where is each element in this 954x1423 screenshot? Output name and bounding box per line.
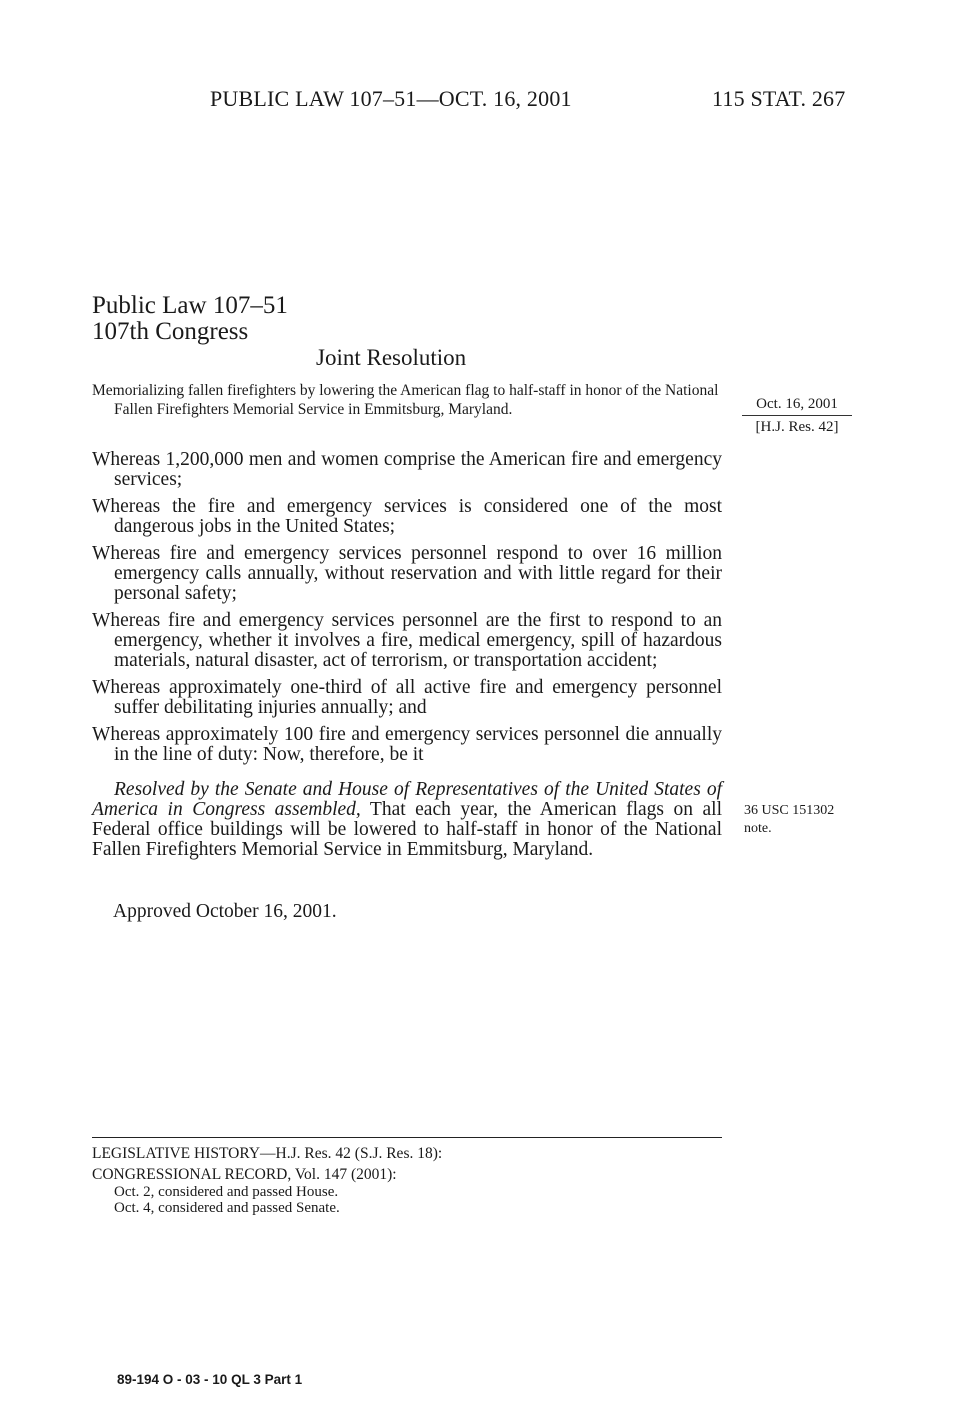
legislative-history — [92, 1145, 442, 1216]
whereas-clause: Whereas fire and emergency services personnel respond to over 16 million emergency calls annually, without reservation and with little regard for their personal safety; — [92, 543, 722, 604]
enacting-formula: Resolved by the Senate and House of Representatives of the United States of America in Congress assembled, — [92, 779, 722, 820]
history-entry: Oct. 4, considered and passed Senate. — [114, 1200, 340, 1216]
law-number: Public Law 107–51 — [92, 292, 288, 319]
margin-date-block — [742, 393, 852, 438]
whereas-clause: Whereas approximately one-third of all active fire and emergency personnel suffer debilitating injuries annually; and — [92, 677, 722, 718]
history-record: CONGRESSIONAL RECORD, Vol. 147 (2001): — [92, 1166, 397, 1183]
print-code: 89-194 O - 03 - 10 QL 3 Part 1 — [117, 1372, 303, 1387]
margin-date: Oct. 16, 2001 — [756, 396, 838, 412]
history-entry: Oct. 2, considered and passed House. — [114, 1184, 339, 1200]
running-head-left: PUBLIC LAW 107–51—OCT. 16, 2001 — [210, 86, 572, 111]
resolution-text: That each year, the American flags on all Federal office buildings will be lowered to half-staff in honor of the National Fallen Firefighters Memorial Service in Emmitsburg, Maryland. — [92, 799, 722, 860]
margin-resolution-ref: [H.J. Res. 42] — [755, 419, 839, 435]
whereas-clause: Whereas the fire and emergency services is considered one of the most dangerous jobs in the United States; — [92, 496, 722, 537]
history-heading: LEGISLATIVE HISTORY—H.J. Res. 42 (S.J. Res. 18): — [92, 1145, 443, 1162]
resolving-clause — [92, 780, 722, 860]
whereas-clause: Whereas 1,200,000 men and women comprise the American fire and emergency services; — [92, 449, 722, 490]
whereas-clauses — [92, 450, 722, 772]
page-stat-number: 115 STAT. 267 — [712, 86, 846, 111]
purpose-statement: Memorializing fallen firefighters by lowering the American flag to half-staff in honor of the National Fallen Firefighters Memorial Service in Emmitsburg, Maryland. — [92, 382, 719, 418]
margin-note — [744, 802, 874, 838]
document-type: Joint Resolution — [316, 345, 467, 370]
history-divider — [92, 1137, 722, 1138]
margin-note-suffix: note. — [744, 821, 772, 836]
margin-note-citation: 36 USC 151302 — [744, 803, 835, 818]
approval-date: Approved October 16, 2001. — [113, 901, 337, 922]
whereas-clause: Whereas approximately 100 fire and emergency services personnel die annually in the line of duty: Now, therefore, be it — [92, 724, 722, 765]
whereas-clause: Whereas fire and emergency services personnel are the first to respond to an emergency, whether it involves a fire, medical emergency, spill of hazardous materials, natural disaster, act of terrorism, or transportation accident; — [92, 610, 722, 671]
congress-number: 107th Congress — [92, 318, 249, 345]
